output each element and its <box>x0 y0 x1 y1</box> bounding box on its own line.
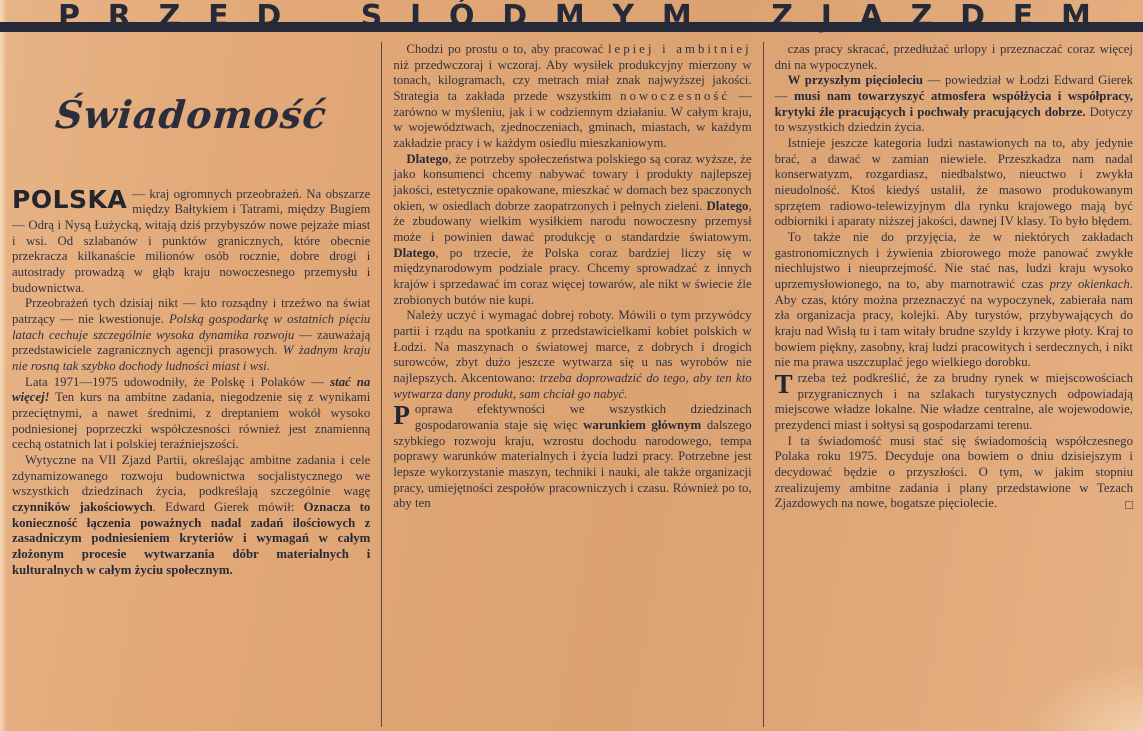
paragraph <box>12 375 370 453</box>
text-segment: W przyszłym pięcioleciu <box>787 73 924 88</box>
text-segment: W żadnym kraju nie rosną tak szybko dochody ludności miast i wsi. <box>12 343 371 373</box>
text-segment: To także nie do przyjęcia, że w niektórych zakładach gastronomicznych i żywienia zbiorowego może panować zwykłe niechlujstwo i nieuprzejmość. Nie stać nas, ludzi kraju wysoko uprzemysłowionego, na to, aby marnotrawić czas <box>774 230 1133 292</box>
text-segment: — powiedział w Łodzi Edward Gierek — <box>774 73 1133 104</box>
paragraph <box>775 434 1133 512</box>
paragraph <box>393 402 751 512</box>
header-letter: D <box>256 0 282 34</box>
paragraph <box>393 152 751 309</box>
paragraph <box>775 73 1133 136</box>
article-title: Świadomość <box>53 92 329 137</box>
text-segment: czas pracy skracać, przedłużać urlopy i przeznaczać coraz więcej dni na wypoczynek. <box>774 42 1133 72</box>
text-segment: lepiej i ambitniej <box>607 42 752 56</box>
text-segment: musi nam towarzyszyć atmosfera współżycia i współpracy, krytyki źle pracujących i pochwały pracujących dobrze. <box>774 89 1133 119</box>
text-segment: rzeba też podkreślić, że za brudny rynek w miejscowościach przygranicznych i na szlakach turystycznych odpowiadają miejscowe władze lokalne. Nie władze centralne, ale wojewodowie, prezydenci miast i sołtysi są gospodarzami terenu. <box>774 371 1133 433</box>
paragraph <box>775 136 1133 230</box>
text-segment: — zarówno w myśleniu, jak i w codziennym działaniu. W całym kraju, w województwach, zjednoczeniach, gminach, miastach, w każdym zakładzie pracy i w każdym osiedlu mieszkaniowym. <box>393 89 752 151</box>
header-letter: M <box>1060 0 1091 34</box>
text-segment: — kraj ogromnych przeobrażeń. Na obszarze między Bałtykiem i Tatrami, między Bugiem — Odrą i Nysą Łużycką, witają dziś przybyszów nowe pejzaże miast i wsi. Od szlabanów i punktów granicznych, które obecnie przekracza kilkanaście milionów osób rocznie, dobre drogi i autostrady prowadzą w głąb kraju nowoczesnego przemysłu i budownictwa. <box>12 186 371 295</box>
text-segment: Dlatego <box>706 198 749 213</box>
text-segment: czynników jakościowych <box>12 499 153 514</box>
text-segment: dalszego szybkiego rozwoju kraju, wzrostu dochodu narodowego, tempa poprawy warunków materialnych i życia ludzi pracy. Potrzebne jest lepsze wykorzystanie maszyn, techniki i nauki, ale także organizacji pracy, umiejętności zespołów pracowniczych i czasu. Również po to, aby ten <box>393 418 752 511</box>
header-letter: A <box>859 0 883 34</box>
page-header <box>0 1 1143 38</box>
text-segment: . Aby czas, który można przeznaczyć na wypoczynek, zabierała nam zła organizacja pracy, kolejki. Aby turystów, przybywających do kraju nad Wisłą tu i tam witały brudne szyldy i krzywe płoty. Kraj to bowiem piękny, zasobny, kraj ludzi pracowitych i serdecznych, i nikt nie ma prawa uszczuplać jego wielkiego dorobku. <box>774 277 1133 370</box>
text-segment: Wytyczne na VII Zjazd Partii, określając ambitne zadania i cele zdynamizowanego rozwoju budownictwa socjalistycznego we wszystkich dziedzinach życia, podkreślają szczególnie wagę <box>12 452 371 499</box>
paragraph <box>12 296 370 374</box>
text-segment: Przeobrażeń tych dzisiaj nikt — kto rozsądny i trzeźwo na świat patrzący — nie kwestionuje. <box>12 296 371 326</box>
header-letter: P <box>58 0 80 34</box>
text-segment: . Edward Gierek mówił: <box>152 499 304 514</box>
lead-initial: POLSKA <box>12 184 128 214</box>
text-segment: oprawa efektywności we wszystkich dziedzinach gospodarowania staje się więc <box>414 402 752 433</box>
paragraph <box>12 184 371 297</box>
paragraph <box>12 453 370 578</box>
paragraph <box>775 230 1133 371</box>
lead-initial: T <box>774 369 793 400</box>
text-segment: Dlatego <box>393 245 436 260</box>
paragraph <box>775 371 1133 434</box>
end-of-article-mark: □ <box>1125 497 1133 513</box>
header-letter: Z <box>158 0 181 34</box>
text-segment: , że potrzeby społeczeństwa polskiego są coraz wyższe, że jako konsumenci chcemy nabywać towary i produkty najlepszej jakości, estetycznie opakowane, mieszkać w domach bez spaczonych okien, w osiedlach dobrze zaopatrzonych i pełnych zieleni. <box>393 151 752 213</box>
header-letter: Y <box>612 0 635 34</box>
text-segment: , że zbudowany wielkim wysiłkiem narodu nowoczesny przemysł może i powinien dawać produkcję o standardzie światowym. <box>393 198 752 245</box>
header-letter: M <box>661 0 692 34</box>
lead-initial: P <box>393 400 410 431</box>
article-column-3 <box>763 42 1135 727</box>
text-segment: Chodzi po prostu o to, aby pracować <box>406 42 608 56</box>
text-segment: stać na więcej! <box>12 374 371 405</box>
text-segment: Dotyczy to wszystkich dziedzin życia. <box>774 104 1133 135</box>
paragraph <box>775 42 1133 73</box>
header-letter: D <box>960 0 985 34</box>
header-title <box>58 1 1091 32</box>
text-segment: Należy uczyć i wymagać dobrej roboty. Mówili o tym przywódcy partii i rządu na spotkaniu z przedstawicielkami kobiet polskich w Łodzi. Na maszynach o światowej marce, z dobrych i drogich surowców, zbyt dużo jeszcze wytwarza się u nas wyrobów nie najlepszych. Akcentowano: <box>393 308 752 386</box>
header-letter: D <box>502 0 528 34</box>
header-letter: Z <box>910 0 933 34</box>
paragraph <box>393 308 751 402</box>
text-segment: niż przedwczoraj i wczoraj. Aby wysiłek produkcyjny mierzony w tonach, kilogramach, czy metrach miał znak najwyższej jakości. Strategia ta zakłada przede wszystkim <box>393 57 752 104</box>
paragraph <box>393 42 751 152</box>
header-letter: M <box>554 0 585 34</box>
header-letter: J <box>820 0 832 34</box>
header-letter: I <box>410 0 422 34</box>
header-letter: S <box>360 0 383 34</box>
header-letter: E <box>1012 0 1034 34</box>
text-segment: I ta świadomość musi stać się świadomością współczesnego Polaka roku 1975. Decyduje ona bowiem o dniu dzisiejszym i decydować będzie o przyszłości. O tym, w jakim stopniu zrealizujemy ambitne zadania i plany przedstawione w Tezach Zjazdowych na nowe, bogatsze pięciolecie. <box>774 433 1133 511</box>
text-segment: Dlatego <box>406 151 449 166</box>
text-segment: Oznacza to konieczność łączenia poważnych nadal zadań ilościowych z zasadniczym podniesieniem kryteriów i wymagań w całym złożonym procesie wytwarzania dóbr materialnych i kulturalnych w całym życiu społecznym. <box>12 499 371 577</box>
header-letter: R <box>107 0 131 34</box>
text-segment: trzeba doprowadzić do tego, aby ten kto wytwarza dany produkt, sam chciał go nabyć. <box>393 371 752 401</box>
text-segment: Istnieje jeszcze kategoria ludzi nastawionych na to, aby jedynie brać, a dawać w zamian niewiele. Przeszkadza nam nadal konserwatyzm, rozgardiasz, niedbalstwo, nieuctwo i zwykła nieudolność. Ktoś kiedyś ustalił, że masowo produkowanym sprzętem radiowo-telewizyjnym dla rynku krajowego mają być odbiorniki i aparaty niższej jakości, dawnej IV klasy. To było błędem. <box>774 136 1133 229</box>
header-letter: E <box>208 0 229 34</box>
text-segment: , po trzecie, że Polska coraz bardziej liczy się w międzynarodowym podziale pracy. Chcemy sprowadzać z innych krajów i sprzedawać im coraz więcej towarów, ale nikt w świecie źle zrobionych butów nie kupi. <box>393 245 752 307</box>
article-body <box>10 42 1135 727</box>
article-column-2 <box>381 42 762 727</box>
text-segment: Polską gospodarkę w ostatnich pięciu latach cechuje szczególnie wysoka dynamika rozwoju <box>12 311 371 342</box>
text-segment: — zauważają przedstawiciele zagranicznych agencji prasowych. <box>12 327 371 358</box>
text-segment: Lata 1971—1975 udowodniły, że Polskę i Polaków — <box>25 374 331 389</box>
page-edge-highlight <box>0 0 7 731</box>
header-letter: Z <box>771 0 793 34</box>
text-segment: warunkiem głównym <box>583 418 702 433</box>
text-segment: przy okienkach <box>1049 277 1130 292</box>
text-segment: Ten kurs na ambitne zadania, niegodzenie się z wynikami przeciętnymi, a nawet średnimi, z dreptaniem wokół wysoko podniesionej poprzeczki współczesności również jest znamienną cechą ostatnich lat i polskiej teraźniejszości. <box>12 390 371 452</box>
text-segment: nowoczesność <box>620 89 731 104</box>
article-column-1 <box>10 42 381 727</box>
header-letter: Ó <box>448 0 475 34</box>
